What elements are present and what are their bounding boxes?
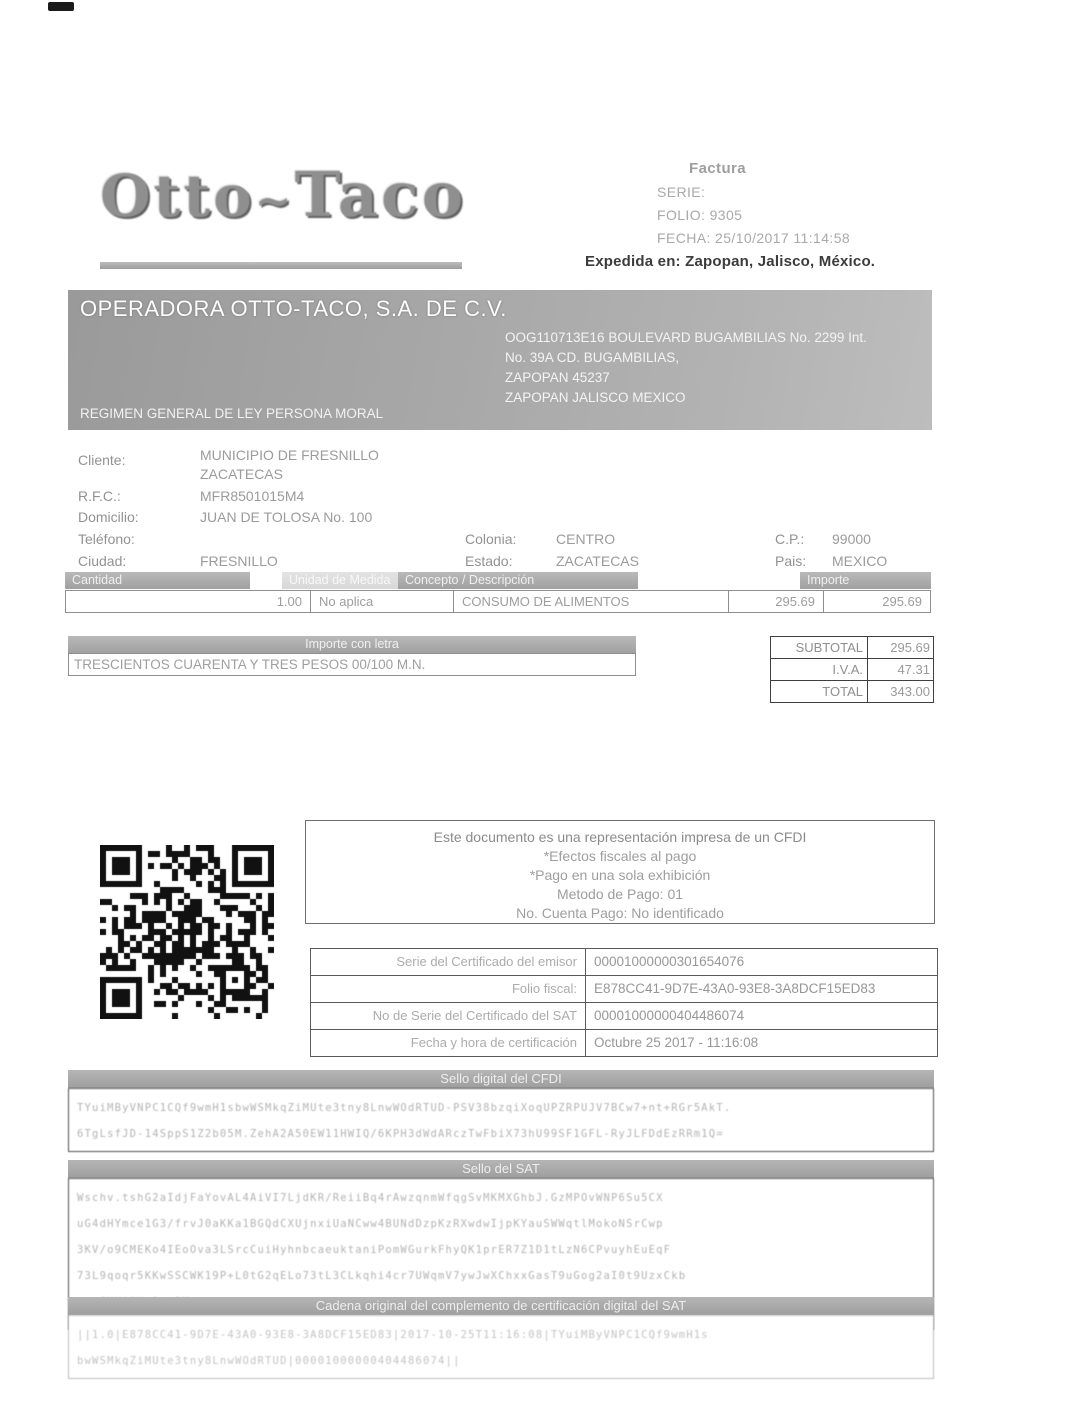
- sello-sat-header: Sello del SAT: [68, 1160, 934, 1178]
- rfc-value: MFR8501015M4: [200, 488, 305, 504]
- estado-label: Estado:: [465, 553, 513, 569]
- issuer-address: [505, 328, 925, 408]
- cfdi-notice-line: Metodo de Pago: 01: [556, 886, 684, 902]
- cert-label: Fecha y hora de certificación: [311, 1030, 586, 1056]
- cadena-line: ||1.0|E878CC41-9D7E-43A0-93E8-3A8DCF15ED83|2017-10-25T11:16:08|TYuiMByVNPC1CQf9wmH1s: [77, 1329, 709, 1341]
- cfdi-notice-line: *Efectos fiscales al pago: [543, 848, 697, 864]
- cert-value: 00001000000301654076: [594, 954, 745, 969]
- folio-line: [657, 207, 742, 223]
- ciudad-value: FRESNILLO: [200, 553, 278, 569]
- telefono-label: Teléfono:: [78, 531, 135, 547]
- subtotal-label: SUBTOTAL: [771, 637, 868, 658]
- cert-row: [311, 1003, 937, 1030]
- cert-row: [311, 976, 937, 1003]
- cert-row: [311, 1030, 937, 1056]
- qr-code: [100, 845, 274, 1019]
- items-header-importe: Importe: [800, 572, 931, 589]
- logo-tilde: ~: [254, 176, 295, 227]
- cell-unidad: No aplica: [311, 591, 454, 612]
- cert-label: Folio fiscal:: [311, 976, 586, 1002]
- cfdi-notice-line: Este documento es una representación impresa de un CFDI: [433, 829, 807, 845]
- issuer-name: OPERADORA OTTO-TACO, S.A. DE C.V.: [80, 296, 507, 321]
- colonia-label: Colonia:: [465, 531, 517, 547]
- cliente-label: Cliente:: [78, 452, 126, 468]
- sello-sat-line: 3KV/o9CMEKo4IEoOva3LSrcCuiHyhnbcaeuktaniPomWGurkFhyQK1prER7Z1D1tLzN6CPvuyhEuEqF: [77, 1244, 672, 1256]
- sello-cfdi-header: Sello digital del CFDI: [68, 1070, 934, 1088]
- iva-row: [771, 659, 933, 681]
- domicilio-label: Domicilio:: [78, 509, 139, 525]
- cfdi-notice-line: *Pago en una sola exhibición: [529, 867, 711, 883]
- expedida-text: Expedida en: Zapopan, Jalisco, México.: [585, 253, 876, 270]
- cert-value: 00001000000404486074: [594, 1008, 745, 1023]
- issuer-address-line: ZAPOPAN 45237: [505, 370, 610, 385]
- sello-sat-line: uG4dHYmce1G3/frvJ0aKKa1BGQdCXUjnxiUaNCww4BUNdDzpKzRXwdwIjpKYauSWWqtlMokoNSrCwp: [77, 1218, 664, 1230]
- scan-artifact: [48, 2, 74, 11]
- colonia-value: CENTRO: [556, 531, 616, 547]
- total-value: 343.00: [890, 684, 930, 699]
- subtotal-value: 295.69: [890, 640, 930, 655]
- items-header-cantidad: Cantidad: [65, 572, 250, 589]
- fecha-label: FECHA:: [657, 230, 711, 246]
- cell-precio: 295.69: [729, 591, 824, 612]
- cliente-value-line2: ZACATECAS: [200, 466, 283, 482]
- importe-con-letra-header: Importe con letra: [68, 636, 636, 653]
- total-row: [771, 681, 933, 702]
- logo-underline: [100, 262, 462, 269]
- issuer-address-line: ZAPOPAN JALISCO MEXICO: [505, 390, 686, 405]
- cadena-box: [68, 1315, 934, 1379]
- domicilio-value: JUAN DE TOLOSA No. 100: [200, 509, 373, 525]
- estado-value: ZACATECAS: [556, 553, 639, 569]
- cadena-line: bwWSMkqZiMUte3tny8LnwWOdRTUD|00001000000404486074||: [77, 1355, 461, 1367]
- cert-label: No de Serie del Certificado del SAT: [311, 1003, 586, 1029]
- totals-table: [770, 636, 934, 703]
- certification-table: [310, 948, 938, 1057]
- cp-value: 99000: [832, 531, 871, 547]
- cell-concepto: CONSUMO DE ALIMENTOS: [454, 591, 729, 612]
- total-label: TOTAL: [771, 681, 868, 702]
- issuer-regimen: REGIMEN GENERAL DE LEY PERSONA MORAL: [80, 406, 384, 421]
- doc-type-label: Factura: [689, 160, 746, 177]
- iva-label: I.V.A.: [771, 659, 868, 680]
- cell-importe: 295.69: [882, 594, 922, 609]
- serie-label: SERIE:: [657, 184, 706, 200]
- sello-cfdi-line: TYuiMByVNPC1CQf9wmH1sbwWSMkqZiMUte3tny8LnwWOdRTUD-PSV38bzqiXoqUPZRPUJV7BCw7+nt+RGr5AkT.: [77, 1102, 732, 1114]
- cfdi-notice-box: [305, 820, 935, 924]
- issuer-address-line: OOG110713E16 BOULEVARD BUGAMBILIAS No. 2299 Int.: [505, 330, 867, 345]
- iva-value: 47.31: [897, 662, 930, 677]
- pais-value: MEXICO: [832, 553, 888, 569]
- logo-word-taco: Taco: [294, 158, 467, 231]
- cliente-value-line1: MUNICIPIO DE FRESNILLO: [200, 447, 379, 463]
- issuer-address-line: No. 39A CD. BUGAMBILIAS,: [505, 350, 680, 365]
- folio-label: FOLIO:: [657, 207, 706, 223]
- fecha-line: [657, 230, 850, 246]
- sello-sat-line: Wschv.tshG2aIdjFaYovAL4AiVI7LjdKR/ReiiBq4rAwzqnmWfqgSvMKMXGhbJ.GzMPOvWNP6Su5CX: [77, 1192, 664, 1204]
- importe-con-letra-value: TRESCIENTOS CUARENTA Y TRES PESOS 00/100 M.N.: [68, 653, 636, 676]
- items-header-concepto: Concepto / Descripción: [398, 572, 638, 589]
- cert-row: [311, 949, 937, 976]
- table-row: [65, 590, 931, 613]
- items-header-unidad: Unidad de Medida: [282, 572, 432, 589]
- otto-taco-logo: [100, 158, 470, 231]
- sello-cfdi-line: 6TgLsfJD-14SppS1Z2b05M.ZehA2A50EW11HWIQ/6KPH3dWdARczTwFbiX73hU99SF1GFL-RyJLFDdEzRRm1Q=: [77, 1128, 724, 1140]
- cfdi-notice-line: No. Cuenta Pago: No identificado: [516, 905, 724, 921]
- cp-label: C.P.:: [775, 531, 805, 547]
- pais-label: Pais:: [775, 553, 807, 569]
- rfc-label: R.F.C.:: [78, 488, 121, 504]
- cert-value: Octubre 25 2017 - 11:16:08: [594, 1035, 759, 1050]
- cadena-header: Cadena original del complemento de certificación digital del SAT: [68, 1297, 934, 1315]
- folio-value: 9305: [709, 207, 743, 223]
- subtotal-row: [771, 637, 933, 659]
- issuer-banner: [68, 290, 932, 430]
- cell-cantidad: 1.00: [66, 591, 311, 612]
- sello-cfdi-box: [68, 1088, 934, 1152]
- logo-word-otto: Otto: [100, 162, 255, 230]
- cert-label: Serie del Certificado del emisor: [311, 949, 586, 975]
- sello-sat-line: 73L9qoqr5KKwSSCWK19P+L0tG2qELo73tL3CLkqhi4cr7UWqmV7ywJwXChxxGasT9uGog2aI0t9UzxCkb: [77, 1270, 687, 1282]
- fecha-value: 25/10/2017 11:14:58: [715, 230, 851, 246]
- cert-value: E878CC41-9D7E-43A0-93E8-3A8DCF15ED83: [594, 981, 876, 996]
- ciudad-label: Ciudad:: [78, 553, 127, 569]
